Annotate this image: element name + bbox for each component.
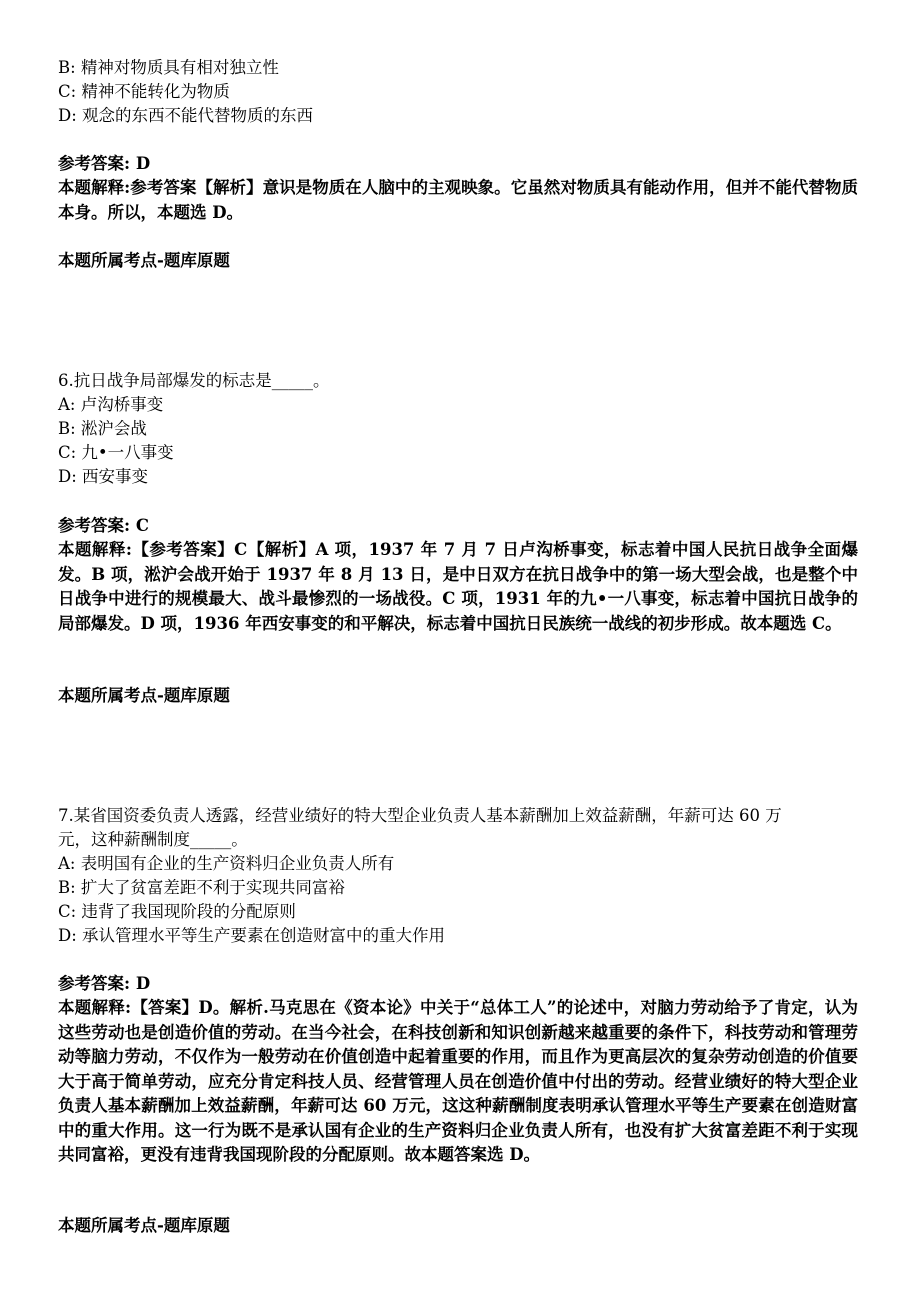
q5-explanation: 本题解释:参考答案【解析】意识是物质在人脑中的主观映象。它虽然对物质具有能动作用，但并不能代替物质本身。所以，本题选 D。 <box>58 178 858 222</box>
q7-option-c: C: 违背了我国现阶段的分配原则 <box>58 902 296 921</box>
q7-answer: 参考答案: D <box>58 974 151 993</box>
q5-source: 本题所属考点-题库原题 <box>58 251 230 270</box>
q5-answer: 参考答案: D <box>58 154 151 173</box>
q7-option-d: D: 承认管理水平等生产要素在创造财富中的重大作用 <box>58 926 446 945</box>
q6-question: 6.抗日战争局部爆发的标志是_____。 <box>58 371 330 390</box>
q6-answer: 参考答案: C <box>58 516 149 535</box>
q7-option-b: B: 扩大了贫富差距不利于实现共同富裕 <box>58 878 345 897</box>
q5-option-d: D: 观念的东西不能代替物质的东西 <box>58 106 314 125</box>
q7-option-a: A: 表明国有企业的生产资料归企业负责人所有 <box>58 854 395 873</box>
q7-source: 本题所属考点-题库原题 <box>58 1216 230 1235</box>
q6-explanation: 本题解释:【参考答案】C【解析】A 项，1937 年 7 月 7 日卢沟桥事变，标志着中国人民抗日战争全面爆发。B 项，淞沪会战开始于 1937 年 8 月 13 日，是中日双方在抗日战争中的第一场大型会战，也是整个中日战争中进行的规模最大、战斗最惨烈的一场战役。C 项，1931 年的九•一八事变，标志着中国抗日战争的局部爆发。D 项，1936 年西安事变的和平解决，标志着中国抗日民族统一战线的初步形成。故本题选 C。 <box>58 540 858 633</box>
q7-explanation: 本题解释:【答案】D。解析.马克思在《资本论》中关于“总体工人”的论述中，对脑力劳动给予了肯定，认为这些劳动也是创造价值的劳动。在当今社会，在科技创新和知识创新越来越重要的条件下，科技劳动和管理劳动等脑力劳动，不仅作为一般劳动在价值创造中起着重要的作用，而且作为更高层次的复杂劳动创造的价值要大于高于简单劳动，应充分肯定科技人员、经营管理人员在创造价值中付出的劳动。经营业绩好的特大型企业负责人基本薪酬加上效益薪酬，年薪可达 60 万元，这这种薪酬制度表明承认管理水平等生产要素在创造财富中的重大作用。这一行为既不是承认国有企业的生产资料归企业负责人所有，也没有扩大贫富差距不利于实现共同富裕，更没有违背我国现阶段的分配原则。故本题答案选 D。 <box>58 998 858 1164</box>
q5-option-b: B: 精神对物质具有相对独立性 <box>58 58 279 77</box>
q6-source: 本题所属考点-题库原题 <box>58 686 230 705</box>
q6-option-d: D: 西安事变 <box>58 467 149 486</box>
q7-question-line2: 元，这种薪酬制度_____。 <box>58 830 248 849</box>
q6-option-a: A: 卢沟桥事变 <box>58 395 164 414</box>
q5-option-c: C: 精神不能转化为物质 <box>58 82 230 101</box>
q6-option-b: B: 淞沪会战 <box>58 419 147 438</box>
q7-question-line1: 7.某省国资委负责人透露，经营业绩好的特大型企业负责人基本薪酬加上效益薪酬，年薪可达 60 万 <box>58 806 782 825</box>
q6-option-c: C: 九•一八事变 <box>58 443 174 462</box>
